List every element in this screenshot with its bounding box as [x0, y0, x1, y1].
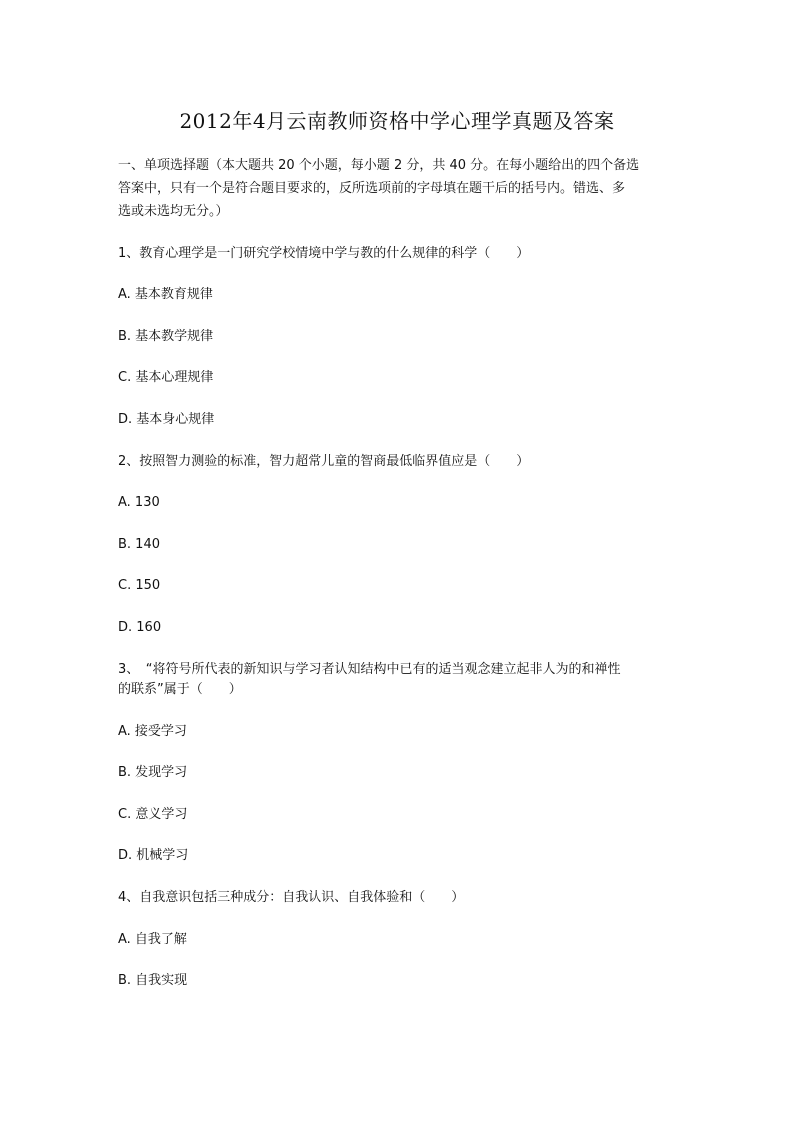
question-3-stem-line-2: 的联系”属于（ ）	[118, 682, 242, 697]
question-1-option-c: C. 基本心理规律	[118, 370, 214, 385]
question-1-option-d: D. 基本身心规律	[118, 412, 215, 427]
document-title: 2012年4月云南教师资格中学心理学真题及答案	[179, 109, 615, 133]
question-2-option-d: D. 160	[118, 620, 162, 635]
question-4-stem: 4、自我意识包括三种成分：自我认识、自我体验和（ ）	[118, 890, 465, 905]
question-2-option-c: C. 150	[118, 578, 161, 593]
question-3-option-b: B. 发现学习	[118, 765, 188, 780]
question-2-option-b: B. 140	[118, 537, 160, 552]
question-2-option-a: A. 130	[118, 495, 160, 510]
question-3-option-d: D. 机械学习	[118, 848, 189, 863]
question-2-stem: 2、按照智力测验的标准，智力超常儿童的智商最低临界值应是（ ）	[118, 454, 530, 469]
section-intro-line-3: 选或未选均无分。）	[118, 204, 229, 219]
question-4-option-a: A. 自我了解	[118, 932, 187, 947]
question-3-stem-line-1: 3、 “将符号所代表的新知识与学习者认知结构中已有的适当观念建立起非人为的和禅性	[118, 662, 621, 677]
question-1-option-a: A. 基本教育规律	[118, 287, 213, 302]
question-1-stem: 1、教育心理学是一门研究学校情境中学与教的什么规律的科学（ ）	[118, 246, 530, 261]
section-intro-line-1: 一、单项选择题（本大题共 20 个小题，每小题 2 分，共 40 分。在每小题给出的四个备选	[118, 158, 640, 173]
question-3-option-c: C. 意义学习	[118, 807, 188, 822]
section-intro-line-2: 答案中，只有一个是符合题目要求的，反所选项前的字母填在题干后的括号内。错选、多	[118, 181, 626, 196]
question-4-option-b: B. 自我实现	[118, 973, 188, 988]
question-3-option-a: A. 接受学习	[118, 724, 187, 739]
question-1-option-b: B. 基本教学规律	[118, 329, 214, 344]
